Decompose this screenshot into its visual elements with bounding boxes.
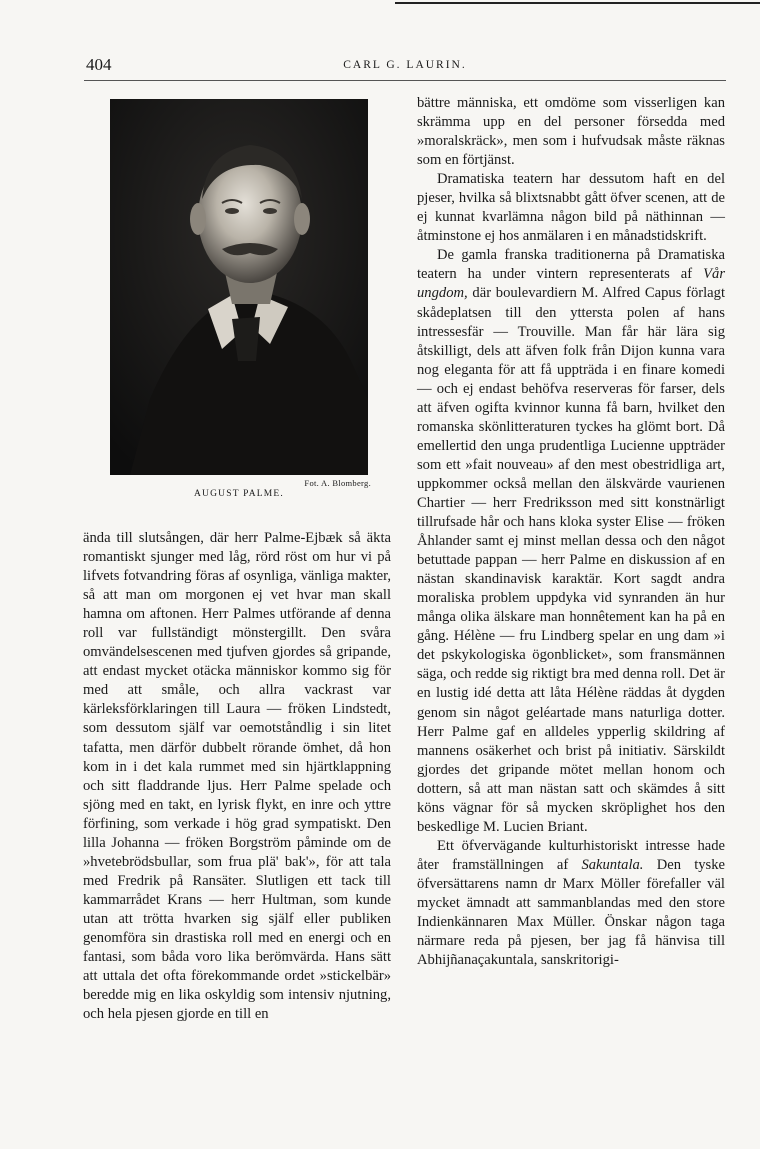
figure-caption: AUGUST PALME. [193, 489, 285, 499]
page-header [84, 55, 726, 77]
page-number: 404 [86, 55, 112, 74]
paragraph: Dramatiska teatern har dessutom haft en del pjeser, hvilka så blixtsnabbt gått öfver scenen, att de ej kunnat kvarlämna någon bild på näthinnan — åtminstone ej hos anmälaren i en månadstidskrift. [417, 171, 725, 245]
header-rule [84, 80, 726, 81]
paragraph-text: Den tyske öfversättarens namn dr Marx Möller förefaller väl mycket ämnadt att sammanblandas med den store Indienkännaren Max Müller. Önskar någon taga närmare reda på pjesen, ber jag få hänvisa till Abhijñanaçakuntala, sanskritorigi- [417, 856, 726, 969]
portrait-photo [110, 99, 368, 475]
paragraph: ända till slutsången, där herr Palme-Ejbæk så äkta romantiskt sjunger med låg, rörd röst om hur vi på lifvets fotvandring föras af osynliga, vänliga makter, så att man om morgonen ej vet hvar man skall hamna om aftonen. Herr Palmes utförande af denna roll var fullständigt mönstergillt. Den svåra omvändelsescenen med tjufven gjordes så gripande, att endast mycket otäcka människor kommo sig för med att småle, och allra vackrast var kärleksförklaringen till Laura — fröken Lindstedt, som dessutom själf var oemotståndlig i sin litet tafatta, men därför dubbelt rörande ömhet, då hon kom in i det kala rummet med sin hjärtklappning och sitt fladdrande ljus. Herr Palme spelade och sjöng med en takt, en lyrisk flykt, en inre och yttre förfining, som verkade i hög grad sympatiskt. Den lilla Johanna — fröken Borgström påminde om de »hvetebrödsbullar, som frua plä' bak'», för att tala med Fredrik på Ransäter. Slutligen ett tack till kammarrådet Krans — herr Hultman, som kunde utan att trötta hvarken sig själf eller publiken genomföra sin drastiska roll med en energi och en fantasi, som båda voro lika berömvärda. Hans sätt att uttala det ofta förekommande ordet »stickelbär» beredde mig en lika oskyldig som intensiv njutning, och hela pjesen gjorde en till en [83, 530, 391, 1023]
portrait-illustration [110, 99, 368, 475]
paragraph-text: Ett öfvervägande kulturhistoriskt intresse hade åter framställningen af [417, 837, 725, 873]
paragraph-text: där boulevardiern M. Alfred Capus förlagt skådeplatsen till den yttersta polen af hans intressesfär — Trouville. Man får här lära sig åtskilligt, dels att äfven folk från Dijon kunna vara nog eleganta för att få uppträda i en finare komedi — och ej endast behöfva reserveras för farser, dels att äfven ogifta kvinnor kunna få barn, hvilket den romanska skönlitteraturen tyckes ha glömt bort. Då emellertid den unga prudentliga Lucienne uppträder som ett »fait nouveau» af den mest obestridliga art, uppkommer också mellan den älskvärde vaurienen Chartier — herr Fredriksson med sitt konstnärligt tillrufsade hår och hans kloka syster Elise — fröken Åhlander samt ej minst mellan dessa och den något betuttade pappan — herr Palme en diskussion af en nästan skandinavisk karaktär. Kort sagdt andra moraliska problem uppdyka vid synranden än hur många olika älskare man honnêtement kan ha på en gång. Hélène — fru Lindberg spelar en ung dam »i det pskykologiska ögonblicket», som fransmännen säga, och redde sig riktigt bra med denna roll. Det är en lustig idé detta att låta Hélène räddas åt dygden genom sin något geléartade mans naturliga dotter. Herr Palme gaf en alldeles ypperlig skildring af mannens osäkerhet och brist på initiativ. Särskildt gjordes det gripande mötet mellan honom och dottern, så att man nästan satt och skämdes å sitt köns vägnar för så mycken skröplighet hos den beskedlige M. Lucien Briant. [417, 285, 725, 835]
play-title-var-ungdom: Vår ungdom, [417, 266, 725, 302]
top-border-line [395, 2, 760, 4]
photo-credit: Fot. A. Blomberg. [304, 478, 371, 488]
paragraph-text: De gamla franska traditionerna på Dramatiska teatern ha under vintern representerats af [417, 247, 725, 283]
paragraph: bättre människa, ett omdöme som visserligen kan skrämma upp en del personer försedda med »moralskräck», men som i hufvudsak måste räknas som en förtjänst. [417, 95, 725, 169]
paragraph [417, 837, 725, 970]
right-column [417, 94, 725, 970]
paragraph [417, 246, 725, 836]
left-column [83, 529, 391, 1024]
running-head: CARL G. LAURIN. [343, 59, 467, 71]
play-title-sakuntala: Sakuntala. [581, 856, 644, 873]
